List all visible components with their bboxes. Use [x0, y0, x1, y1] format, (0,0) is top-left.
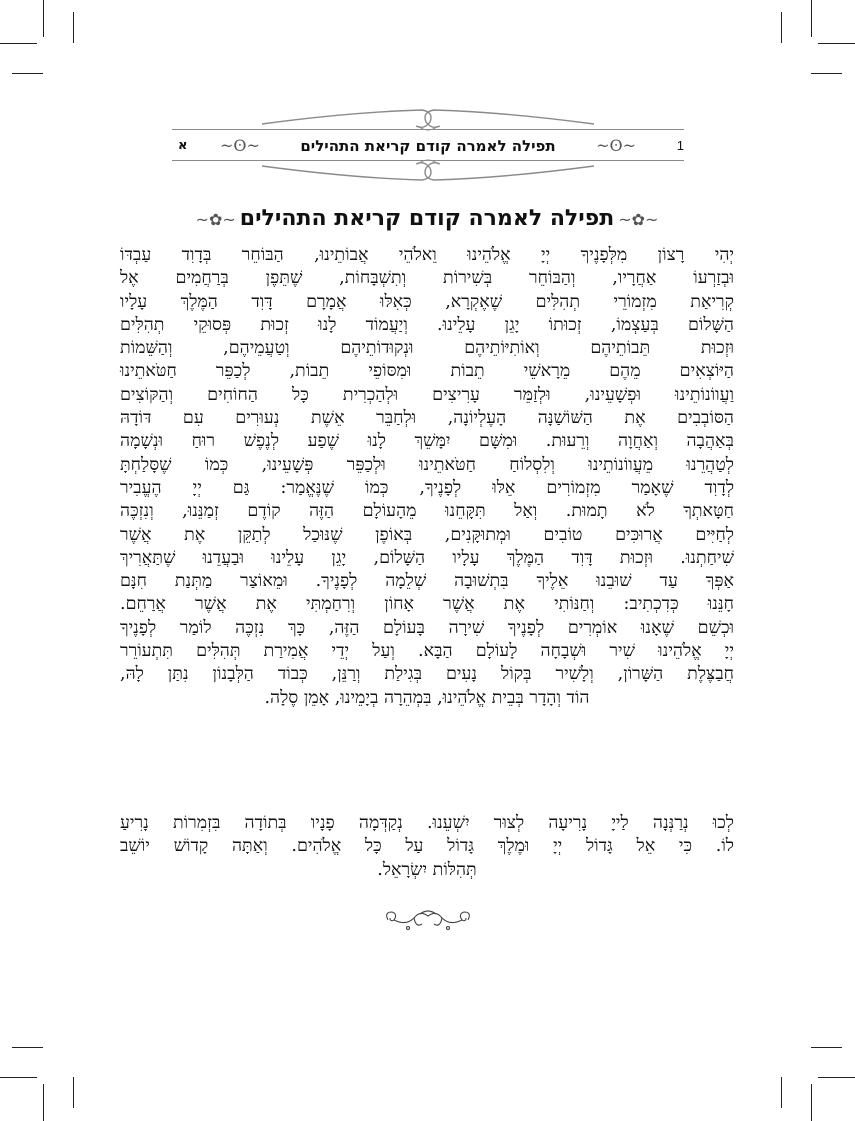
crop-mark: [811, 1084, 812, 1121]
page-letter: א: [178, 138, 188, 153]
text-line: לְכוּ נְרַנְּנָה לַייָ נָרִיעָה לְצוּר יִשְׁעֵנוּ. נְקַדְּמָה פָנָיו בְּתוֹדָה בִּזְמִרוֹת נָרִיעַ: [120, 813, 734, 833]
text-line: תְּהִלּוֹת יִשְׂרָאֵל.: [377, 859, 477, 880]
text-line: אַפְּךָ עַד שׁוּבֵנוּ אֵלֶיךָ בִּתְשׁוּבָה שְׁלֵמָה לְפָנֶיךָ. וּמֵאוֹצַר מַתְּנַת חִנָּם: [120, 571, 734, 592]
text-line: חֲבַצֶּלֶת הַשָּׁרוֹן, וְלָשִׁיר בְּקוֹל נָעִים בְּגִילַת וְרַנֵּן, כְּבוֹד הַלְּבָנוֹן נִתַּן לָהּ,: [120, 664, 734, 685]
text-line: הַשָּׁלוֹם בְּעַצְמוֹ, זְכוּתוֹ יָגֵן עָלֵינוּ. וְיַעֲמוֹד לָנוּ זְכוּת פְּסוּקֵי תְהִלִּים: [120, 314, 734, 335]
text-line: לְחַיִּים אֲרוּכִּים טוֹבִים וּמְתוּקָּנִים, בְּאוֹפֶן שֶׁנּוּכַל לְתַקֵּן אֶת אֲשֶׁר: [120, 524, 734, 545]
flourish-icon: ~✿~: [195, 210, 236, 229]
flourish-icon: ~✿~: [618, 210, 659, 229]
crop-mark: [43, 1084, 44, 1121]
text-line: הַסּוֹבְבִים אֶת הַשּׁוֹשַׁנָּה הָעֶלְיוֹנָה, וּלְחַבֵּר אֵשֶׁת נְעוּרִים עִם דּוֹדָהּ: [120, 408, 734, 429]
text-line: קְרִיאַת מִזְמוֹרֵי תְהִלִּים שֶׁאֶקְרָא, כְּאִלּוּ אֲמָרָם דָּוִד הַמֶּלֶךְ עָלָיו: [120, 291, 734, 312]
text-line: חָנֵּנוּ כְּדִכְתִיב: וְחַנּוֹתִי אֶת אֲשֶׁר אָחוֹן וְרִחַמְתִּי אֶת אֲשֶׁר אֲרַחֵם.: [120, 594, 734, 615]
text-line: שִׁיחַתְנוּ. וּזְכוּת דָּוִד הַמֶּלֶךְ עָלָיו הַשָּׁלוֹם, יָגֵן עָלֵינוּ וּבַעֲדֵנוּ שֶׁתַּאֲרִיךְ: [120, 547, 734, 568]
divider-ornament-icon: [380, 906, 476, 934]
psalm-paragraph: [120, 812, 734, 882]
crop-mark: [0, 43, 37, 44]
flourish-icon: ~ʘ~: [596, 136, 636, 155]
crop-mark: [0, 1077, 37, 1078]
crop-mark: [818, 43, 855, 44]
text-line: הַיּוֹצְאִים מֵהֶם מֵרָאשֵׁי תֵבוֹת וּמִסּוֹפֵי תֵבוֹת, לְכַפֵּר חַטֹּאתֵינוּ: [120, 361, 734, 382]
text-line: הוֹד וְהָדָר בְּבֵית אֱלֹהֵינוּ, בִּמְהֵרָה בְיָמֵינוּ, אָמֵן סֶלָה.: [264, 687, 590, 708]
page-number: 1: [676, 138, 684, 153]
text-line: לוֹ. כִּי אֵל גָּדוֹל יְיָ וּמֶלֶךְ גָּדוֹל עַל כָּל אֱלֹהִים. וְאַתָּה קָדוֹשׁ יוֹשֵׁב: [120, 836, 734, 857]
crop-mark: [811, 0, 812, 37]
crop-mark: [781, 1077, 782, 1108]
crop-mark: [73, 1077, 74, 1108]
text-line: בְּאַהֲבָה וְאַחֲוָה וְרֵעוּת. וּמִשָּׁם יִמָּשֵׁךְ לָנוּ שֶׁפַע לְנֶפֶשׁ רוּחַ וּנְשָׁמָה: [120, 431, 734, 452]
section-title: [110, 206, 744, 231]
text-line: וַעֲווֹנוֹתֵינוּ וּפְשָׁעֵינוּ, וּלְזַמֵּר עָרִיצִים וּלְהַכְרִית כָּל הַחוֹחִים וְהַקּוֹצִים: [120, 384, 734, 405]
section-title-text: תפילה לאמרה קודם קריאת התהילים: [239, 206, 615, 231]
crop-mark: [43, 0, 44, 37]
text-line: וּכְשֵׁם שֶׁאָנוּ אוֹמְרִים לְפָנֶיךָ שִׁירָה בָּעוֹלָם הַזֶּה, כָּךְ נִזְכֶּה לוֹמַר לְפָנֶיךָ: [120, 617, 734, 638]
crop-mark: [12, 73, 43, 74]
flourish-icon: ~ʘ~: [220, 136, 260, 155]
text-line: וּזְכוּת תֵּבוֹתֵיהֶם וְאוֹתִיּוֹתֵיהֶם וּנְקוּדוֹתֵיהֶם וְטַעֲמֵיהֶם, וְהַשֵּׁמוֹת: [120, 338, 734, 359]
running-title: תפילה לאמרה קודם קריאת התהילים: [300, 137, 556, 155]
text-line: יְהִי רָצוֹן מִלְּפָנֶיךָ יְיָ אֱלֹהֵינוּ וֵאלֹהֵי אֲבוֹתֵינוּ, הַבּוֹחֵר בְּדָוִד עַבְדּוֹ: [120, 245, 734, 265]
crop-mark: [811, 1047, 842, 1048]
text-line: לְטַהֲרֵנוּ מֵעֲווֹנוֹתֵינוּ וְלִסְלוֹחַ חַטֹּאתֵינוּ וּלְכַפֵּר פְּשָׁעֵינוּ, כְּמוֹ שֶׁסָּלַחְתָּ: [120, 454, 734, 475]
crop-mark: [781, 12, 782, 43]
text-line: וּבְזַרְעוֹ אַחֲרָיו, וְהַבּוֹחֵר בְּשִׁירוֹת וְתִשְׁבָּחוֹת, שֶׁתֵּפֶן בְּרַחֲמִים אֶל: [120, 268, 734, 289]
crop-mark: [73, 12, 74, 43]
text-line: לְדָוִד שֶׁאָמַר מִזְמוֹרִים אֵלּוּ לְפָנֶיךָ, כְּמוֹ שֶׁנֶּאֱמַר: גַּם יְיָ הֶעֱבִיר: [120, 477, 734, 498]
crop-mark: [12, 1047, 43, 1048]
crop-mark: [818, 1077, 855, 1078]
text-line: יְיָ אֱלֹהֵינוּ שִׁיר וּשְׁבָחָה לָעוֹלָם הַבָּא. וְעַל יְדֵי אֲמִירַת תְּהִלִּים תִּתְעוֹרֵר: [120, 641, 734, 662]
text-line: חַטָּאתְךָ לֹא תָמוּת. וְאַל תִּקָּחֵנוּ מֵהָעוֹלָם הַזֶּה קוֹדֶם זְמַנֵּנוּ, וְנִזְכֶּה: [120, 501, 734, 522]
running-header: [172, 100, 684, 190]
prayer-paragraph: [120, 244, 734, 710]
crop-mark: [811, 73, 842, 74]
